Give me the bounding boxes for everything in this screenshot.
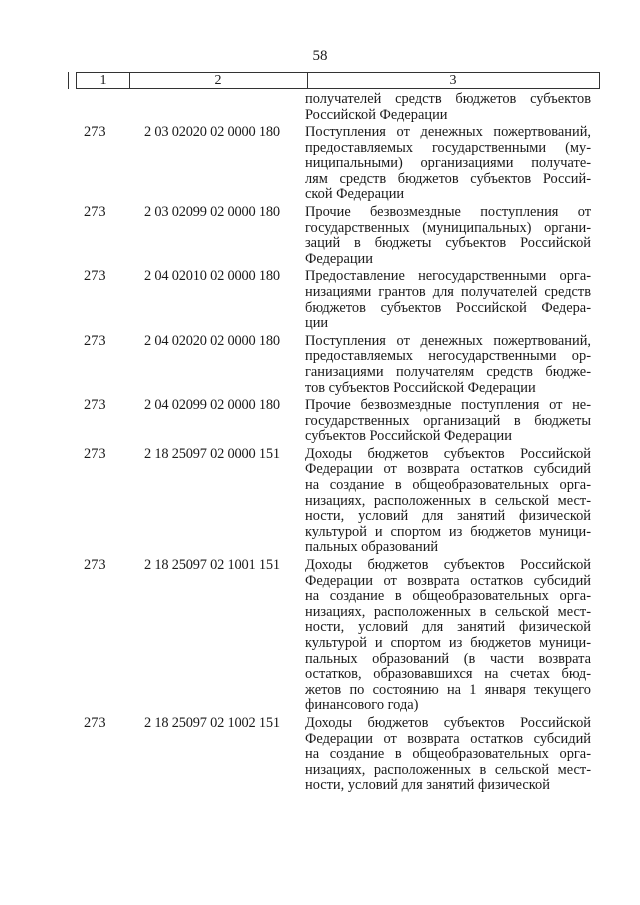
- description-line: остатков, образовавшихся на счетах бюд-: [305, 666, 591, 683]
- description-cell: [305, 205, 591, 267]
- description-line: низациях, расположенных в сельской мест-: [305, 761, 591, 778]
- description-line: Предоставление негосударственными орга-: [305, 268, 591, 285]
- description-line: Федерации от возврата остатков субсидий: [305, 461, 591, 478]
- table-row: [0, 398, 640, 445]
- budget-code-cell: 2 03 02020 02 0000 180: [144, 124, 280, 140]
- description-line: лям средств бюджетов субъектов Россий-: [305, 170, 591, 187]
- description-cell: [305, 334, 591, 396]
- description-line: ности, условий для занятий физической: [305, 619, 591, 636]
- admin-code-cell: 273: [84, 557, 106, 574]
- description-line: субъектов Российской Федерации: [305, 428, 512, 445]
- admin-code-cell: 273: [84, 332, 106, 349]
- table-row: [0, 205, 640, 267]
- description-line: предоставляемых негосударственными ор-: [305, 348, 591, 365]
- description-line: на создание в общеобразовательных орга-: [305, 588, 591, 605]
- budget-code-cell: 2 04 02010 02 0000 180: [144, 268, 280, 285]
- description-line: Прочие безвозмездные поступления от: [305, 203, 591, 220]
- description-line: культурой и спортом из бюджетов муници-: [305, 635, 591, 651]
- budget-code-cell: 2 18 25097 02 1001 151: [144, 557, 280, 574]
- admin-code-cell: 273: [84, 203, 106, 220]
- admin-code-cell: 273: [84, 124, 106, 140]
- table-row: [0, 558, 640, 714]
- table-body: [0, 125, 640, 796]
- description-line: ганизациями получателям средств бюдже-: [305, 363, 591, 380]
- admin-code-cell: 273: [84, 445, 106, 462]
- description-line: ниципальными) организациями получате-: [305, 155, 591, 172]
- description-line: культурой и спортом из бюджетов муници-: [305, 523, 591, 540]
- description-line: Федерации: [305, 250, 373, 267]
- budget-code-cell: 2 18 25097 02 1002 151: [144, 714, 280, 731]
- continuation-line: получателей средств бюджетов субъектов: [305, 91, 591, 107]
- description-line: низациях, расположенных в сельской мест-: [305, 603, 591, 620]
- continuation-line: Российской Федерации: [305, 106, 448, 123]
- description-line: ности, условий для занятий физической: [305, 777, 550, 794]
- description-line: ской Федерации: [305, 186, 405, 203]
- description-line: низациями грантов для получателей средств: [305, 283, 591, 300]
- description-cell: [305, 558, 591, 714]
- description-line: Прочие безвозмездные поступления от не-: [305, 397, 591, 414]
- description-cell: [305, 125, 591, 203]
- header-col-1: 1: [77, 73, 130, 88]
- description-line: тов субъектов Российской Федерации: [305, 379, 536, 396]
- description-cell: [305, 716, 591, 794]
- description-line: финансового года): [305, 697, 419, 714]
- description-line: Доходы бюджетов субъектов Российской: [305, 714, 591, 731]
- admin-code-cell: 273: [84, 714, 106, 731]
- description-line: пальных образований: [305, 539, 439, 556]
- description-cell: [305, 447, 591, 556]
- header-col-3: 3: [449, 73, 457, 88]
- description-line: Федерации от возврата остатков субсидий: [305, 730, 591, 747]
- budget-code-cell: 2 04 02099 02 0000 180: [144, 397, 280, 414]
- header-col-2: 2: [129, 73, 308, 88]
- table-row: [0, 716, 640, 794]
- table-left-border-tick: [68, 72, 69, 89]
- continuation-text: [305, 92, 591, 123]
- description-cell: [305, 269, 591, 331]
- budget-code-cell: 2 03 02099 02 0000 180: [144, 203, 280, 220]
- description-line: на создание в общеобразовательных орга-: [305, 477, 591, 494]
- description-line: жетов по состоянию на 1 января текущего: [305, 681, 591, 698]
- budget-code-cell: 2 04 02020 02 0000 180: [144, 332, 280, 349]
- description-line: Поступления от денежных пожертвований,: [305, 332, 591, 349]
- description-cell: [305, 398, 591, 445]
- description-line: ции: [305, 315, 329, 332]
- description-line: Поступления от денежных пожертвований,: [305, 124, 591, 140]
- description-line: низациях, расположенных в сельской мест-: [305, 492, 591, 509]
- table-row: [0, 125, 640, 203]
- description-line: Доходы бюджетов субъектов Российской: [305, 557, 591, 574]
- description-line: предоставляемых государственными (му-: [305, 139, 591, 156]
- description-line: бюджетов субъектов Российской Федера-: [305, 299, 591, 316]
- description-line: Доходы бюджетов субъектов Российской: [305, 445, 591, 462]
- description-line: государственных организаций в бюджеты: [305, 412, 591, 429]
- description-line: на создание в общеобразовательных орга-: [305, 746, 591, 763]
- table-row: [0, 447, 640, 556]
- description-line: Федерации от возврата остатков субсидий: [305, 572, 591, 589]
- description-line: пальных образований (в части возврата: [305, 650, 591, 667]
- table-row: [0, 269, 640, 331]
- table-row: [0, 334, 640, 396]
- description-line: ности, условий для занятий физической: [305, 508, 591, 525]
- description-line: государственных (муниципальных) органи-: [305, 219, 591, 236]
- page-number: 58: [312, 48, 328, 64]
- description-line: заций в бюджеты субъектов Российской: [305, 235, 591, 252]
- admin-code-cell: 273: [84, 268, 106, 285]
- admin-code-cell: 273: [84, 397, 106, 414]
- table-header-row: [76, 72, 600, 89]
- budget-code-cell: 2 18 25097 02 0000 151: [144, 445, 280, 462]
